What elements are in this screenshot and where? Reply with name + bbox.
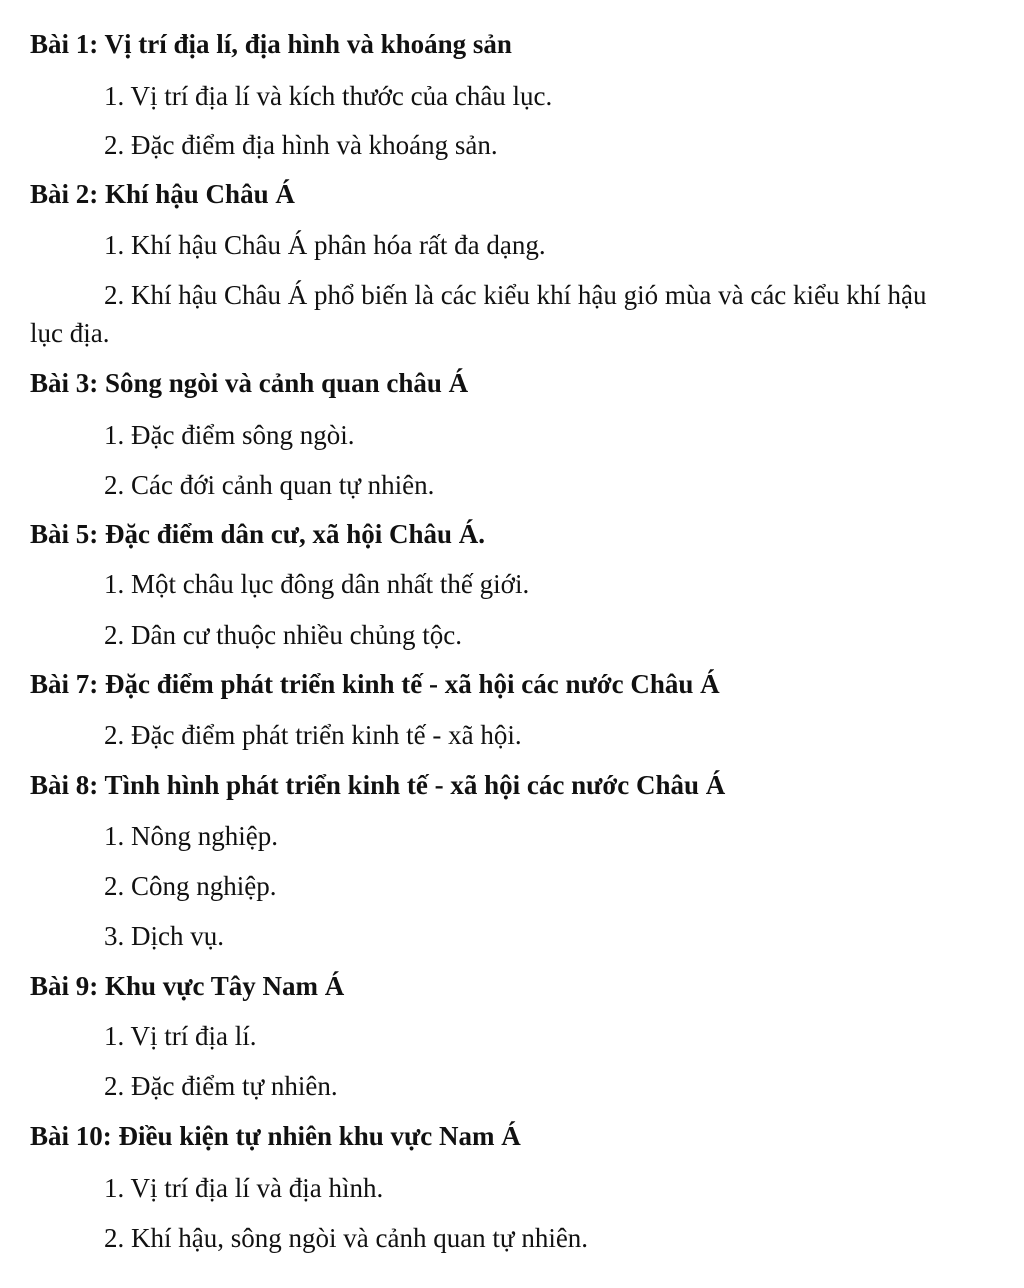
lesson-heading: Bài 2: Khí hậu Châu Á <box>30 179 295 209</box>
lesson-item: 2. Đặc điểm địa hình và khoáng sản. <box>104 130 498 160</box>
lesson-heading: Bài 8: Tình hình phát triển kinh tế - xã hội các nước Châu Á <box>30 770 726 800</box>
lesson-item: 1. Một châu lục đông dân nhất thế giới. <box>104 569 530 599</box>
lesson-item: 1. Nông nghiệp. <box>104 821 278 851</box>
lesson-item-continuation: lục địa. <box>30 318 110 348</box>
lesson-item: 3. Dịch vụ. <box>104 921 224 951</box>
lesson-item: 1. Khí hậu Châu Á phân hóa rất đa dạng. <box>104 230 546 260</box>
lesson-item: 2. Các đới cảnh quan tự nhiên. <box>104 470 435 500</box>
lesson-item: 2. Đặc điểm tự nhiên. <box>104 1071 338 1101</box>
lesson-item: 1. Đặc điểm sông ngòi. <box>104 420 355 450</box>
lesson-heading: Bài 1: Vị trí địa lí, địa hình và khoáng sản <box>30 29 512 59</box>
lesson-heading: Bài 10: Điều kiện tự nhiên khu vực Nam Á <box>30 1121 521 1151</box>
lesson-item: 1. Vị trí địa lí. <box>104 1021 257 1051</box>
lesson-heading: Bài 7: Đặc điểm phát triển kinh tế - xã hội các nước Châu Á <box>30 669 720 699</box>
lesson-heading: Bài 5: Đặc điểm dân cư, xã hội Châu Á. <box>30 519 485 549</box>
lesson-item: 2. Khí hậu Châu Á phổ biến là các kiểu khí hậu gió mùa và các kiểu khí hậu <box>104 280 927 310</box>
lesson-heading: Bài 9: Khu vực Tây Nam Á <box>30 971 345 1001</box>
lesson-item: 2. Đặc điểm phát triển kinh tế - xã hội. <box>104 720 522 750</box>
lesson-heading: Bài 3: Sông ngòi và cảnh quan châu Á <box>30 368 469 398</box>
lesson-item: 1. Vị trí địa lí và địa hình. <box>104 1173 384 1203</box>
lesson-item: 1. Vị trí địa lí và kích thước của châu lục. <box>104 81 553 111</box>
lesson-item: 2. Công nghiệp. <box>104 871 277 901</box>
lesson-item: 2. Dân cư thuộc nhiều chủng tộc. <box>104 620 463 650</box>
lesson-item: 2. Khí hậu, sông ngòi và cảnh quan tự nhiên. <box>104 1223 589 1253</box>
